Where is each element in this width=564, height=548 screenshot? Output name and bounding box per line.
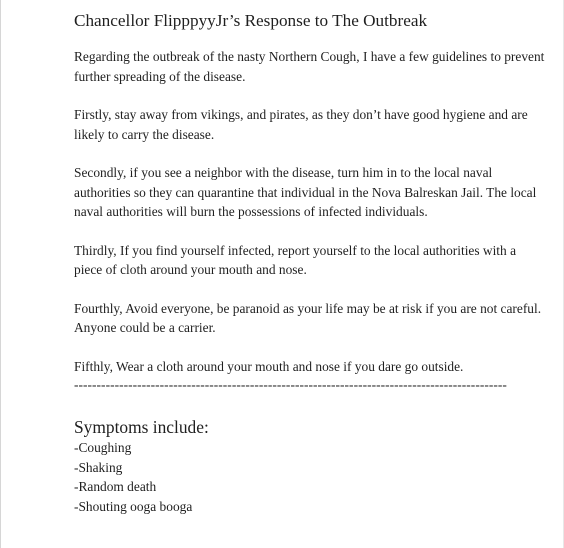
paragraph-intro: Regarding the outbreak of the nasty Northern Cough, I have a few guidelines to prevent further spreading of the disease.	[74, 49, 545, 84]
dashed-divider: ------------------------------------------------------------------------------------------------	[74, 377, 507, 392]
paragraph-fifthly: Fifthly, Wear a cloth around your mouth and nose if you dare go outside.	[74, 358, 464, 374]
symptoms-heading: Symptoms include:	[74, 417, 209, 437]
symptom-list	[74, 438, 546, 516]
symptom-item: -Shaking	[74, 459, 123, 475]
paragraph-fourthly: Fourthly, Avoid everyone, be paranoid as your life may be at risk if you are not careful. Anyone could be a carrier.	[74, 300, 542, 335]
document-body	[74, 9, 546, 516]
symptom-item: -Coughing	[74, 440, 132, 455]
symptom-item: -Random death	[74, 479, 157, 494]
symptom-item: -Shouting ooga booga	[74, 498, 193, 514]
paragraph-firstly: Firstly, stay away from vikings, and pirates, as they don’t have good hygiene and are likely to carry the disease.	[74, 107, 528, 142]
document-title: Chancellor FlipppyyJr’s Response to The Outbreak	[74, 11, 428, 30]
paragraph-secondly: Secondly, if you see a neighbor with the disease, turn him in to the local naval authorities so they can quarantine that individual in the Nova Balreskan Jail. The local naval authorities will burn the possessions of infected individuals.	[74, 165, 537, 219]
paragraph-thirdly: Thirdly, If you find yourself infected, report yourself to the local authorities with a piece of cloth around your mouth and nose.	[74, 242, 517, 277]
